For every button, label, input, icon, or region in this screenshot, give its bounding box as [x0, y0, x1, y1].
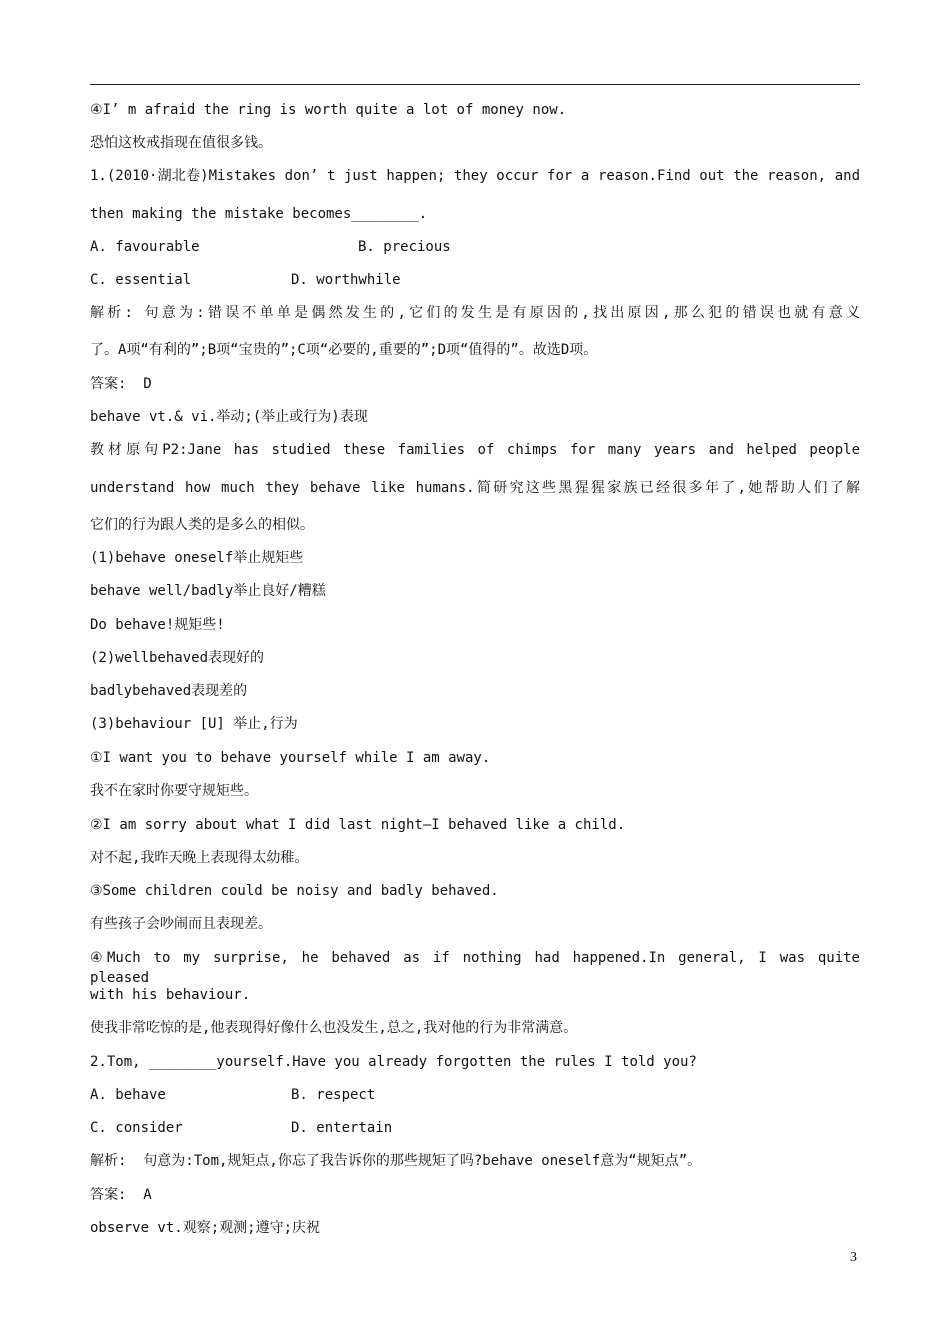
analysis-2: 解析: 句意为:Tom,规矩点,你忘了我告诉你的那些规矩了吗?behave oneself意为“规矩点”。	[90, 1153, 702, 1169]
example-sentence-4: ④I’ m afraid the ring is worth quite a lot of money now.	[90, 102, 567, 118]
analysis-1-cont: 了。A项“有利的”;B项“宝贵的”;C项“必要的,重要的”;D项“值得的”。故选D项。	[90, 342, 598, 358]
example-3-translation: 有些孩子会吵闹而且表现差。	[90, 916, 272, 932]
vocab-behave: behave vt.& vi.举动;(举止或行为)表现	[90, 409, 368, 425]
example-1: ①I want you to behave yourself while I am away.	[90, 750, 491, 766]
option-c: C. essential	[90, 272, 192, 288]
usage-2: (2)wellbehaved表现好的	[90, 650, 265, 666]
example-3: ③Some children could be noisy and badly behaved.	[90, 883, 499, 899]
example-4-cont: with his behaviour.	[90, 987, 251, 1003]
option-c: C. consider	[90, 1120, 183, 1136]
example-4-translation: 使我非常吃惊的是,他表现得好像什么也没发生,总之,我对他的行为非常满意。	[90, 1020, 578, 1036]
example-translation-4: 恐怕这枚戒指现在值很多钱。	[90, 135, 272, 151]
usage-1: (1)behave oneself举止规矩些	[90, 550, 304, 566]
usage-2b: badlybehaved表现差的	[90, 683, 248, 699]
question-2-stem: 2.Tom, ________yourself.Have you already forgotten the rules I told you?	[90, 1054, 697, 1070]
header-rule	[90, 84, 860, 85]
option-d: D. entertain	[291, 1120, 393, 1136]
example-2-translation: 对不起,我昨天晚上表现得太幼稚。	[90, 850, 309, 866]
textbook-sentence: 教材原句P2:Jane has studied these families of chimps for many years and helped people	[90, 442, 860, 458]
question-1-stem: 1.(2010·湖北卷)Mistakes don’ t just happen; they occur for a reason.Find out the reason, and	[90, 168, 860, 184]
answer-2: 答案: A	[90, 1187, 152, 1203]
example-4: ④Much to my surprise, he behaved as if nothing had happened.In general, I was quite pleased	[90, 950, 860, 986]
example-2: ②I am sorry about what I did last night—I behaved like a child.	[90, 817, 626, 833]
example-1-translation: 我不在家时你要守规矩些。	[90, 783, 258, 799]
answer-1: 答案: D	[90, 376, 152, 392]
textbook-sentence-cont: understand how much they behave like humans.简研究这些黑猩猩家族已经很多年了,她帮助人们了解	[90, 480, 860, 496]
option-b: B. precious	[358, 239, 451, 255]
usage-1b: behave well/badly举止良好/糟糕	[90, 583, 326, 599]
vocab-observe: observe vt.观察;观测;遵守;庆祝	[90, 1220, 321, 1236]
question-1-stem-cont: then making the mistake becomes________.	[90, 206, 428, 222]
textbook-sentence-end: 它们的行为跟人类的是多么的相似。	[90, 517, 314, 533]
option-b: B. respect	[291, 1087, 376, 1103]
usage-3: (3)behaviour [U] 举止,行为	[90, 716, 298, 732]
analysis-1: 解析: 句意为:错误不单单是偶然发生的,它们的发生是有原因的,找出原因,那么犯的错误也就有意义	[90, 305, 860, 321]
page-number: 3	[850, 1250, 857, 1265]
option-a: A. behave	[90, 1087, 166, 1103]
option-d: D. worthwhile	[291, 272, 401, 288]
usage-1c: Do behave!规矩些!	[90, 617, 225, 633]
option-a: A. favourable	[90, 239, 200, 255]
